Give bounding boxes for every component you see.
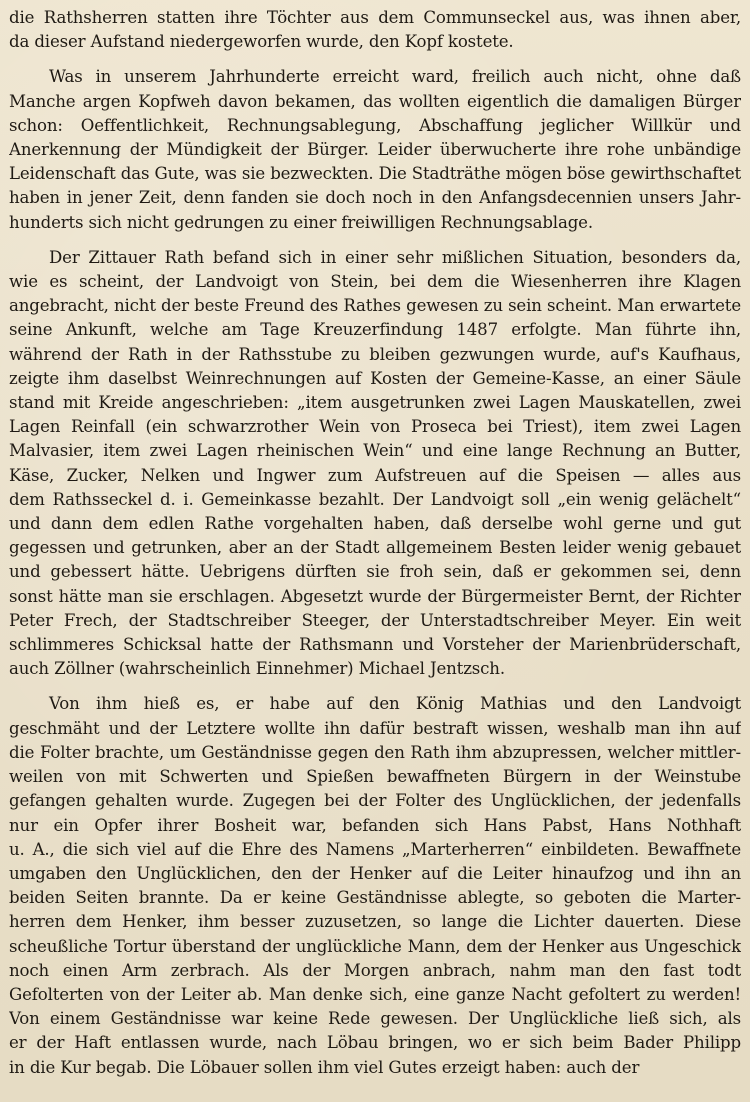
text-line: und gebessert hätte. Uebrigens dürften sie froh sein, daß er gekommen sei, denn	[9, 562, 741, 582]
text-line: u. A., die sich viel auf die Ehre des Namens „Marterherren“ einbildeten. Bewaffnete	[9, 839, 741, 859]
text-line: Anerkennung der Mündigkeit der Bürger. Leider überwucherte ihre rohe unbändige	[9, 140, 741, 160]
paragraph	[9, 6, 741, 54]
text-line: während der Rath in der Rathsstube zu bleiben gezwungen wurde, auf's Kaufhaus,	[9, 344, 741, 364]
text-line: Manche argen Kopfweh davon bekamen, das wollten eigentlich die damaligen Bürger	[9, 91, 741, 111]
text-body	[9, 6, 741, 1080]
text-line: sonst hätte man sie erschlagen. Abgesetzt wurde der Bürgermeister Bernt, der Richter	[9, 586, 741, 606]
text-line: gefangen gehalten wurde. Zugegen bei der Folter des Unglücklichen, der jedenfalls	[9, 791, 741, 811]
text-line: herren dem Henker, ihm besser zuzusetzen, so lange die Lichter dauerten. Diese	[9, 912, 741, 932]
paragraph	[9, 246, 741, 682]
text-line: Von einem Geständnisse war keine Rede gewesen. Der Unglückliche ließ sich, als	[9, 1009, 741, 1029]
text-line: Der Zittauer Rath befand sich in einer sehr mißlichen Situation, besonders da,	[49, 247, 741, 267]
text-line: schlimmeres Schicksal hatte der Rathsmann und Vorsteher der Marienbrüderschaft,	[9, 635, 741, 655]
text-line: gegessen und getrunken, aber an der Stadt allgemeinem Besten leider wenig gebauet	[9, 538, 741, 558]
text-line: die Rathsherren statten ihre Töchter aus dem Communseckel aus, was ihnen aber,	[9, 8, 741, 27]
text-line: noch einen Arm zerbrach. Als der Morgen anbrach, nahm man den fast todt	[9, 960, 741, 980]
text-line: beiden Seiten brannte. Da er keine Geständnisse ablegte, so geboten die Marter-	[9, 888, 741, 908]
text-line: stand mit Kreide angeschrieben: „item ausgetrunken zwei Lagen Mauskatellen, zwei	[9, 393, 741, 413]
text-line: Von ihm hieß es, er habe auf den König Mathias und den Landvoigt	[49, 694, 741, 714]
text-line: dem Rathsseckel d. i. Gemeinkasse bezahlt. Der Landvoigt soll „ein wenig gelächelt“	[9, 489, 741, 509]
text-line: hunderts sich nicht gedrungen zu einer freiwilligen Rechnungsablage.	[9, 212, 593, 232]
text-line: scheußliche Tortur überstand der unglückliche Mann, dem der Henker aus Ungeschick	[9, 936, 741, 956]
text-line: auch Zöllner (wahrscheinlich Einnehmer) Michael Jentzsch.	[9, 659, 505, 679]
text-line: seine Ankunft, welche am Tage Kreuzerfindung 1487 erfolgte. Man führte ihn,	[9, 320, 741, 340]
text-line: geschmäht und der Letztere wollte ihn dafür bestraft wissen, weshalb man ihn auf	[9, 718, 741, 738]
text-line: Gefolterten von der Leiter ab. Man denke sich, eine ganze Nacht gefoltert zu werden!	[9, 984, 741, 1004]
text-line: er der Haft entlassen wurde, nach Löbau bringen, wo er sich beim Bader Philipp	[9, 1033, 741, 1053]
text-line: Peter Frech, der Stadtschreiber Steeger, der Unterstadtschreiber Meyer. Ein weit	[9, 610, 741, 630]
text-line: Lagen Reinfall (ein schwarzrother Wein von Proseca bei Triest), item zwei Lagen	[9, 417, 741, 437]
text-line: angebracht, nicht der beste Freund des Rathes gewesen zu sein scheint. Man erwartete	[9, 296, 741, 316]
text-line: zeigte ihm daselbst Weinrechnungen auf Kosten der Gemeine-Kasse, an einer Säule	[9, 368, 741, 388]
text-line: die Folter brachte, um Geständnisse gegen den Rath ihm abzupressen, welcher mittler-	[9, 742, 741, 762]
text-line: nur ein Opfer ihrer Bosheit war, befanden sich Hans Pabst, Hans Nothhaft	[9, 815, 741, 835]
text-line: Leidenschaft das Gute, was sie bezweckten. Die Stadträthe mögen böse gewirthschaftet	[9, 164, 741, 184]
text-line: umgaben den Unglücklichen, den der Henker auf die Leiter hinaufzog und ihn an	[9, 863, 741, 883]
text-line: Was in unserem Jahrhunderte erreicht ward, freilich auch nicht, ohne daß	[49, 67, 741, 87]
paragraph	[9, 65, 741, 234]
text-line: schon: Oeffentlichkeit, Rechnungsablegung, Abschaffung jeglicher Willkür und	[9, 115, 741, 135]
text-line: haben in jener Zeit, denn fanden sie doch noch in den Anfangsdecennien unsers Jahr-	[9, 188, 741, 208]
text-line: in die Kur begab. Die Löbauer sollen ihm viel Gutes erzeigt haben: auch der	[9, 1057, 640, 1077]
text-line: weilen von mit Schwerten und Spießen bewaffneten Bürgern in der Weinstube	[9, 767, 741, 787]
text-line: da dieser Aufstand niedergeworfen wurde, den Kopf kostete.	[9, 32, 514, 52]
paragraph	[9, 692, 741, 1079]
text-line: und dann dem edlen Rathe vorgehalten haben, daß derselbe wohl gerne und gut	[9, 514, 741, 534]
text-line: Käse, Zucker, Nelken und Ingwer zum Aufstreuen auf die Speisen — alles aus	[9, 465, 741, 485]
text-line: wie es scheint, der Landvoigt von Stein, bei dem die Wiesenherren ihre Klagen	[9, 272, 741, 292]
text-line: Malvasier, item zwei Lagen rheinischen Wein“ und eine lange Rechnung an Butter,	[9, 441, 741, 461]
